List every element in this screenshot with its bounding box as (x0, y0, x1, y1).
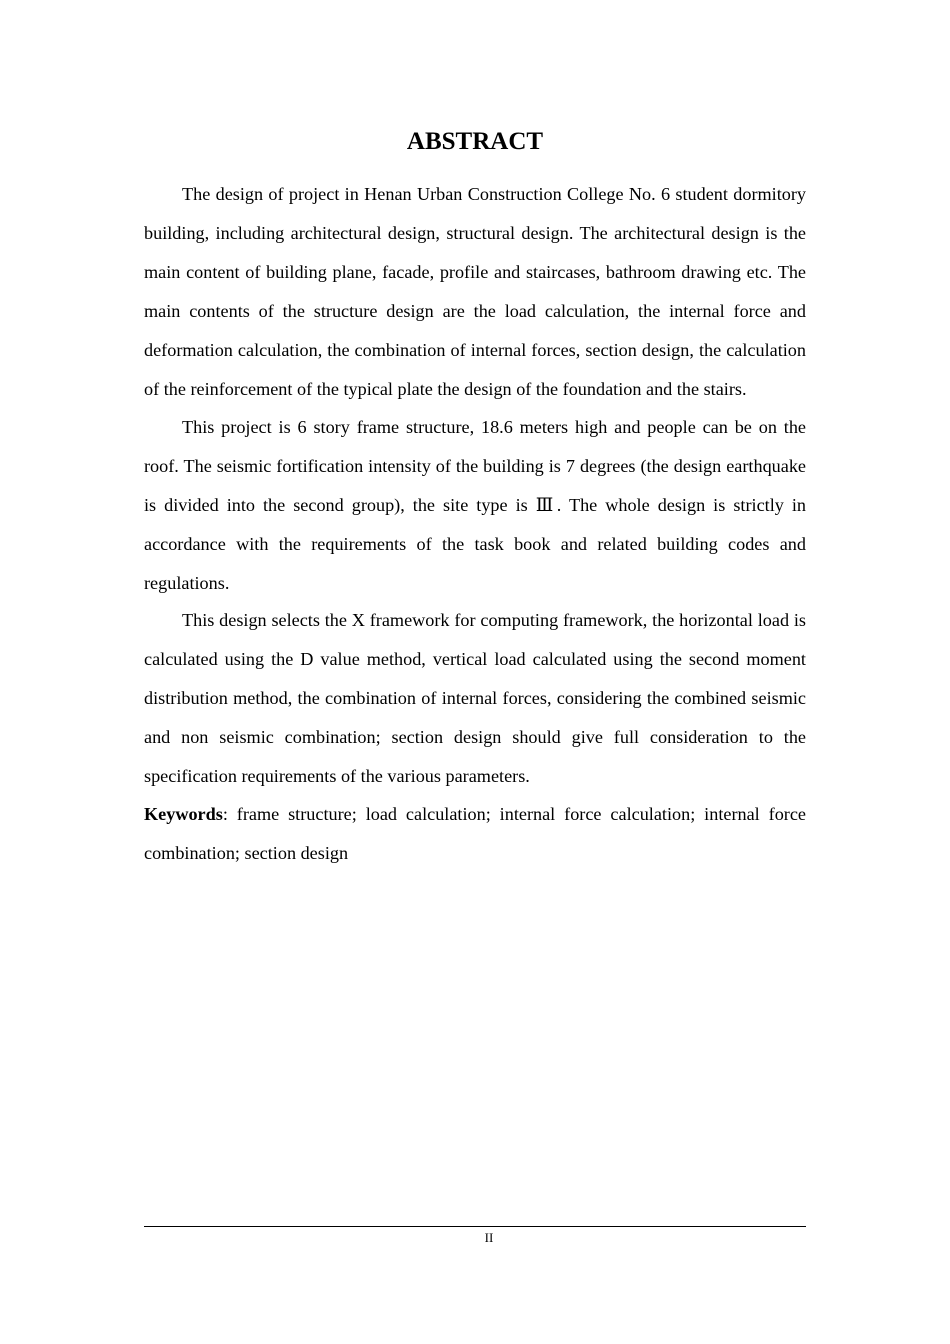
page-number: II (484, 1230, 494, 1245)
abstract-paragraph-2: This project is 6 story frame structure, 18.6 meters high and people can be on the roof. The seismic fortification intensity of the building is 7 degrees (the design earthquake is divided into the second group), the site type is Ⅲ. The whole design is strictly in accordance with the requirements of the task book and related building codes and regulations. (144, 416, 806, 593)
keywords-line (144, 795, 806, 873)
abstract-body (144, 175, 806, 873)
abstract-paragraph-1: The design of project in Henan Urban Construction College No. 6 student dormitory building, including architectural design, structural design. The architectural design is the main content of building plane, facade, profile and staircases, bathroom drawing etc. The main contents of the structure design are the load calculation, the internal force and deformation calculation, the combination of internal forces, section design, the calculation of the reinforcement of the typical plate the design of the foundation and the stairs. (144, 184, 806, 400)
keywords-text: : frame structure; load calculation; internal force calculation; internal force combination; section design (144, 803, 806, 863)
abstract-paragraph-3: This design selects the X framework for computing framework, the horizontal load is calculated using the D value method, vertical load calculated using the second moment distribution method, the combination of internal forces, considering the combined seismic and non seismic combination; section design should give full consideration to the specification requirements of the various parameters. (144, 610, 806, 787)
abstract-title: ABSTRACT (406, 128, 544, 155)
keywords-label: Keywords (144, 803, 223, 824)
footer-divider (144, 1226, 806, 1227)
